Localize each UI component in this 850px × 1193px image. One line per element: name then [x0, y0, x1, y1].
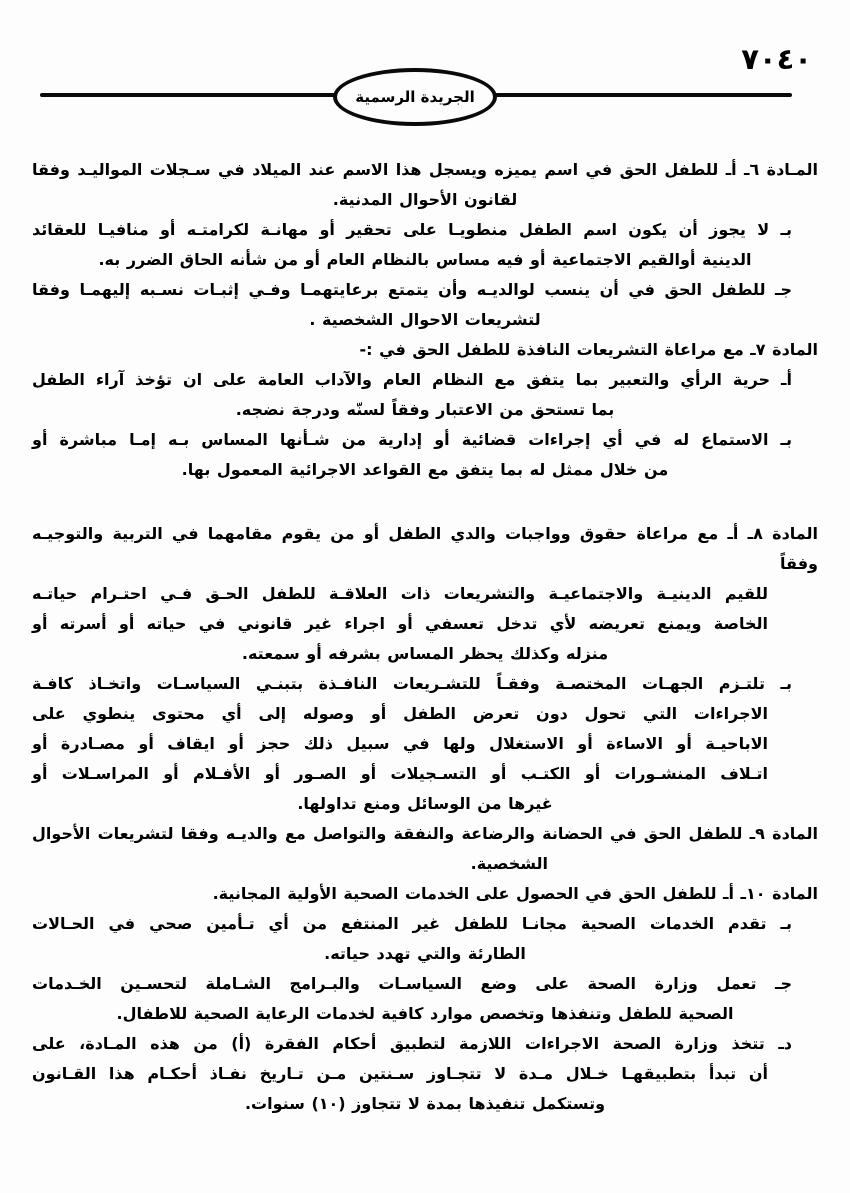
document-line: الاجراءات التي تحول دون تعرض الطفل أو وصوله إلى أي محتوى ينطوي على [32, 704, 768, 723]
document-line: لتشريعات الاحوال الشخصية . [309, 310, 541, 329]
document-line: لقانون الأحوال المدنية. [332, 190, 518, 209]
document-line: الخاصة ويمنع تعريضه لأي تدخل تعسفي أو اجراء غير قانوني في حياته أو أسرته أو [32, 614, 768, 633]
gazette-title-badge [333, 68, 497, 126]
document-line: بما تستحق من الاعتبار وفقاً لسنّه ودرجة نضجه. [235, 400, 615, 419]
document-line: بـ تقدم الخدمات الصحية مجانـا للطفل غير المنتفع من أي تـأمين صحي في الحـالات [32, 914, 792, 933]
document-line: وتستكمل تنفيذها بمدة لا تتجاوز (١٠) سنوات. [244, 1094, 606, 1113]
document-line: الصحية للطفل وتنفذها وتخصص موارد كافية لخدمات الرعاية الصحية للاطفال. [116, 1004, 734, 1023]
document-line: جـ للطفل الحق في أن ينسب لوالديـه وأن يتمتع برعايتهمـا وفـي إثبـات نسـبه إليهمـا وفقا [32, 280, 792, 299]
document-line: أن تبدأ بتطبيقهـا خـلال مـدة لا تتجـاوز سـنتين مـن تـاريخ نفـاذ أحكـام هذا القـانون [32, 1064, 768, 1083]
document-line: الطارئة والتي تهدد حياته. [324, 944, 526, 963]
document-line: الدينية أوالقيم الاجتماعية أو فيه مساس بالنظام العام أو من شأنه الحاق الضرر به. [98, 250, 752, 269]
document-line: المادة ٨ـ أـ مع مراعاة حقوق وواجبات والدي الطفل أو من يقوم مقامهما في التربية والتوجيـه وفقاً [32, 524, 819, 573]
document-line: بـ لا يجوز أن يكون اسم الطفل منطويـا على تحقير أو مهانـة لكرامتـه أو منافيـا للعقائد [32, 220, 792, 239]
document-line: المادة ٧ـ مع مراعاة التشريعات النافذة للطفل الحق في :- [359, 340, 818, 359]
document-line: غيرها من الوسائل ومنع تداولها. [297, 794, 553, 813]
document-line: دـ تتخذ وزارة الصحة الاجراءات اللازمة لتطبيق أحكام الفقرة (أ) من هذه المـادة، على [32, 1034, 792, 1053]
document-line: جـ تعمل وزارة الصحة على وضع السياسـات والبـرامج الشـاملة لتحسـين الخـدمات [32, 974, 792, 993]
document-line: من خلال ممثل له بما يتفق مع القواعد الاجرائية المعمول بها. [181, 460, 669, 479]
document-body [32, 155, 818, 1119]
document-line: أـ حرية الرأي والتعبير بما يتفق مع النظام العام والآداب العامة على ان تؤخذ آراء الطفل [32, 370, 792, 389]
gazette-title: الجريدة الرسمية [355, 88, 475, 106]
document-line: المـادة ٦ـ أـ للطفل الحق في اسم يميزه ويسجل هذا الاسم عند الميلاد في سـجلات المواليـد وفقا [32, 160, 818, 179]
document-line: الشخصية. [470, 854, 548, 873]
document-line: اتـلاف المنشـورات أو الكتـب أو التسـجيلات أو الصـور أو الأفـلام أو المراسـلات أو [32, 764, 768, 783]
document-line: بـ تلتـزم الجهـات المختصـة وفقـاً للتشـريعات النافـذة بتبنـي السياسـات واتخـاذ كافـة [32, 674, 792, 693]
document-line: بـ الاستماع له في أي إجراءات قضائية أو إدارية من شـأنها المساس بـه إمـا مباشرة أو [32, 430, 792, 449]
page-number: ٧٠٤٠ [741, 42, 812, 76]
document-line: للقيم الدينيـة والاجتماعيـة والتشريعات ذات العلاقـة للطفل الحـق فـي احتـرام حياتـه [32, 584, 768, 603]
document-line: المادة ٩ـ للطفل الحق في الحضانة والرضاعة والنفقة والتواصل مع والديـه وفقا لتشريعات الأحوال [32, 824, 819, 843]
document-line: منزله وكذلك يحظر المساس بشرفه أو سمعته. [241, 644, 609, 663]
document-line: الاباحيـة أو الاساءة أو الاستغلال ولها في سبيل ذلك حجز أو ايقاف أو مصـادرة أو [32, 734, 768, 753]
document-line: المادة ١٠ـ أـ للطفل الحق في الحصول على الخدمات الصحية الأولية المجانية. [212, 884, 818, 903]
